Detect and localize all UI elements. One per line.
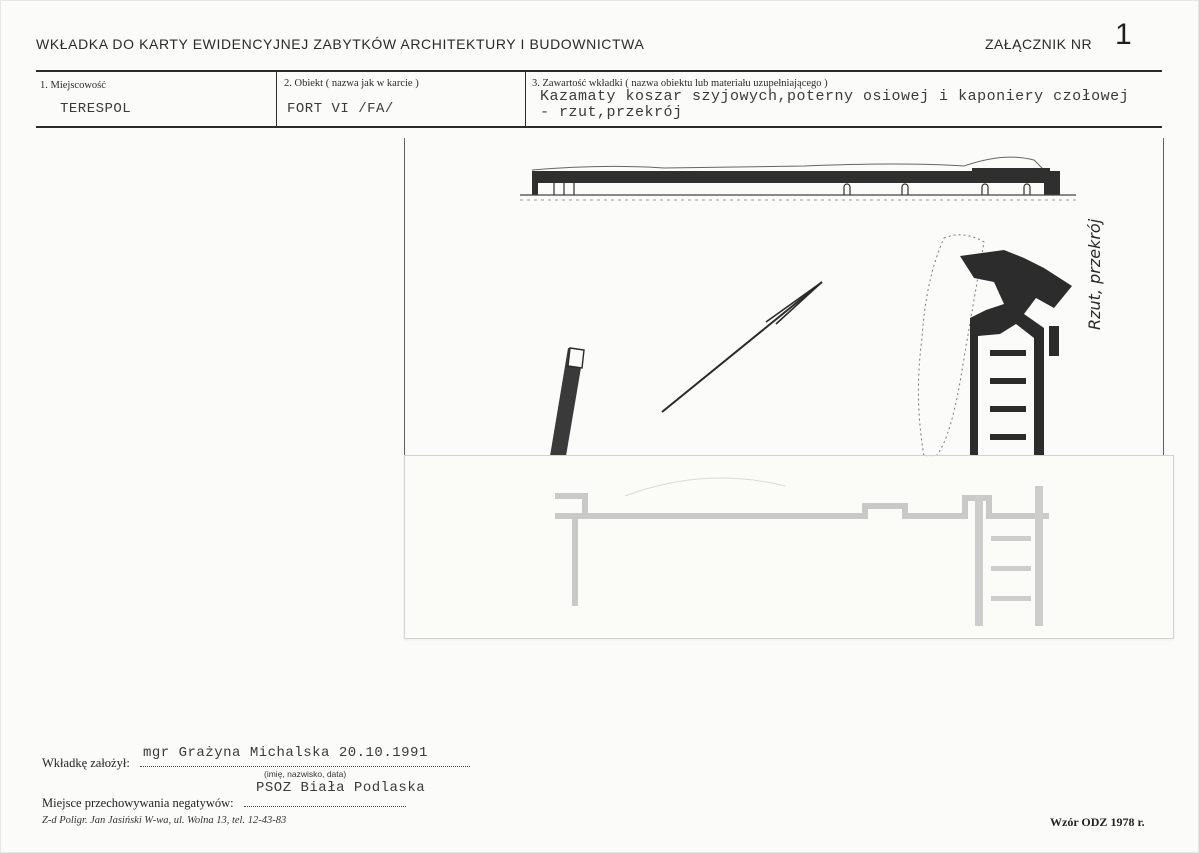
column-divider-1 (276, 71, 277, 127)
north-arrow-drawing (662, 282, 822, 412)
fort-plan-drawing (918, 235, 1072, 456)
drawing-side-caption: Rzut, przekrój (1085, 218, 1104, 330)
attachment-number: 1 (1115, 18, 1132, 51)
translucent-overlay-sheet (404, 455, 1174, 639)
object-value: FORT VI /FA/ (287, 101, 394, 117)
content-label: 3. Zawartość wkładki ( nazwa obiektu lub materiału uzupełniającego ) (532, 78, 828, 89)
form-model: Wzór ODZ 1978 r. (1050, 815, 1145, 829)
storage-dotted-line (244, 806, 406, 807)
founder-label: Wkładkę założył: (42, 756, 130, 770)
document-title: WKŁADKA DO KARTY EWIDENCYJNEJ ZABYTKÓW ARCHITEKTURY I BUDOWNICTWA (36, 36, 645, 52)
founder-dotted-line (140, 766, 470, 767)
column-divider-2 (525, 71, 526, 127)
header-top-rule (36, 70, 1162, 72)
content-value-line2: - rzut,przekrój (540, 104, 683, 121)
object-label: 2. Obiekt ( nazwa jak w karcie ) (284, 78, 419, 89)
locality-value: TERESPOL (60, 101, 132, 117)
printer-imprint: Z-d Poligr. Jan Jasiński W-wa, ul. Wolna 13, tel. 12-43-83 (42, 815, 287, 826)
locality-label: 1. Miejscowość (40, 80, 106, 91)
storage-value: PSOZ Biała Podlaska (256, 780, 426, 796)
cross-section-drawing (520, 157, 1076, 200)
storage-label: Miejsce przechowywania negatywów: (42, 796, 234, 810)
founder-value: mgr Grażyna Michalska 20.10.1991 (143, 745, 428, 761)
header-bottom-rule (36, 126, 1162, 128)
content-value-line1: Kazamaty koszar szyjowych,poterny osiowej i kaponiery czołowej (540, 88, 1130, 105)
attachment-label: ZAŁĄCZNIK NR (985, 36, 1093, 52)
poterna-drawing (550, 348, 584, 456)
founder-hint: (imię, nazwisko, data) (264, 769, 347, 779)
